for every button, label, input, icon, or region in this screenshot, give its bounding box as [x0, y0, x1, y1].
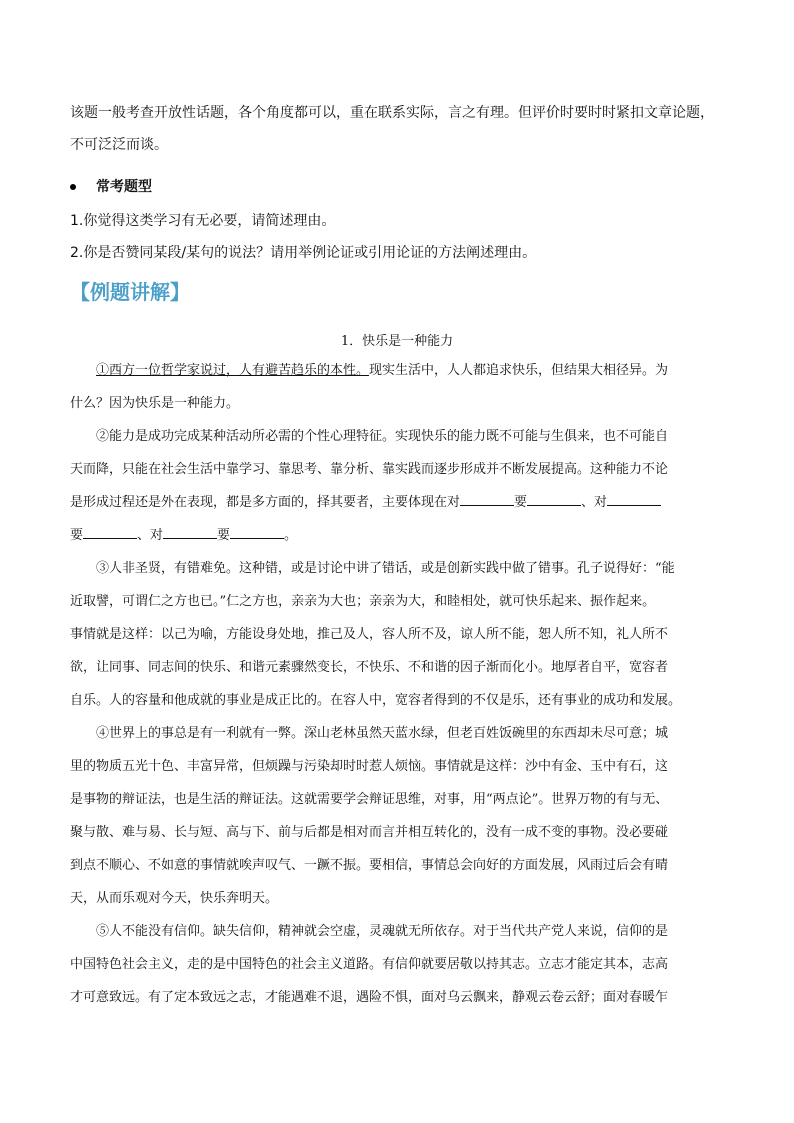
bullet-dot-icon: [70, 184, 76, 190]
underlined-sentence: ①西方一位哲学家说过，人有避苦趋乐的本性。: [96, 363, 370, 378]
article-title: 1．快乐是一种能力: [340, 334, 454, 349]
paragraph-4-line: 聚与散、难与易、长与短、高与下、前与后都是相对而言并相互转化的，没有一成不变的事物。没必要碰: [70, 825, 669, 840]
paragraph-3-line: 自乐。人的容量和他成就的事业是成正比的。在容人中，宽容者得到的不仅是乐，还有事业的成功和发展。: [70, 693, 682, 708]
paragraph-3-line: ③人非圣贤，有错难免。这种错，或是讨论中讲了错话，或是创新实践中做了错事。孔子说得好：“能: [96, 561, 675, 576]
paragraph-4-line: 里的物质五光十色、丰富异常，但烦躁与污染却时时惹人烦恼。事情就是这样：沙中有金、玉中有石，这: [70, 759, 669, 774]
paragraph-4-line: 天，从而乐观对今天，快乐奔明天。: [70, 891, 279, 906]
paragraph-5-line: ⑤人不能没有信仰。缺失信仰，精神就会空虚，灵魂就无所依存。对于当代共产党人来说，信仰的是: [96, 924, 669, 939]
paragraph-2-line-1: ②能力是成功完成某种活动所必需的个性心理特征。实现快乐的能力既不可能与生俱来，也不可能自: [96, 429, 669, 444]
paragraph-3-line: 近取譬，可谓仁之方也已。”仁之方也，亲亲为大也；亲亲为大，和睦相处，就可快乐起来、振作起来。: [70, 594, 656, 609]
fill-blank[interactable]: [230, 526, 284, 539]
paragraph-1-line-2: 什么？因为快乐是一种能力。: [70, 396, 240, 411]
paragraph-5-line: 中国特色社会主义，走的是中国特色的社会主义道路。有信仰就要居敬以持其志。立志才能定其本，志高: [70, 957, 669, 972]
question-2: 2.你是否赞同某段/某句的说法？请用举例论证或引用论证的方法阐述理由。: [70, 245, 537, 261]
paragraph-2-line-4: 要 、对 要 。: [70, 528, 298, 543]
paragraph-4-line: 到点不顺心、不如意的事情就唉声叹气、一蹶不振。要相信，事情总会向好的方面发展，风雨过后会有晴: [70, 858, 669, 873]
paragraph-4-line: ④世界上的事总是有一利就有一弊。深山老林虽然天蓝水绿，但老百姓饭碗里的东西却未尽可意；城: [96, 726, 669, 741]
paragraph-4-line: 是事物的辩证法，也是生活的辩证法。这就需要学会辩证思维，对事，用“两点论”。世界万物的有与无、: [70, 792, 669, 807]
paragraph-2-line-2: 天而降，只能在社会生活中靠学习、靠思考、靠分析、靠实践而逐步形成并不断发展提高。这种能力不论: [70, 462, 669, 477]
article-body: [70, 354, 722, 1014]
intro-line-1: 该题一般考查开放性话题，各个角度都可以，重在联系实际，言之有理。但评价时要时时紧扣文章论题，: [70, 105, 714, 121]
question-1: 1.你觉得这类学习有无必要，请简述理由。: [70, 213, 336, 229]
fill-blank[interactable]: [460, 493, 514, 506]
paragraph-3-line: 欲，让同事、同志间的快乐、和谐元素骤然变长，不快乐、不和谐的因子渐而化小。地厚者自平，宽容者: [70, 660, 669, 675]
fill-blank[interactable]: [163, 526, 217, 539]
paragraph-5-line: 才可意致远。有了定本致远之志，才能遇难不退，遇险不惧，面对乌云飘来，静观云卷云舒；面对春暖乍: [70, 990, 669, 1005]
paragraph-1-text: 现实生活中，人人都追求快乐，但结果大相径异。为: [369, 363, 669, 378]
bullet-title: 常考题型: [96, 179, 152, 195]
paragraph-3-line: 事情就是这样：以己为喻，方能设身处地，推己及人，容人所不及，谅人所不能，恕人所不知，礼人所不: [70, 627, 669, 642]
paragraph-2-line-3: 是形成过程还是外在表现，都是多方面的，择其要者，主要体现在对 要 、对: [70, 486, 722, 519]
section-heading: 【例题讲解】: [70, 280, 190, 304]
bullet-item: [70, 176, 152, 196]
fill-blank[interactable]: [527, 493, 581, 506]
intro-line-2: 不可泛泛而谈。: [70, 137, 168, 153]
fill-blank[interactable]: [83, 526, 137, 539]
fill-blank[interactable]: [607, 493, 661, 506]
paragraph-1-line-1: [70, 354, 722, 387]
